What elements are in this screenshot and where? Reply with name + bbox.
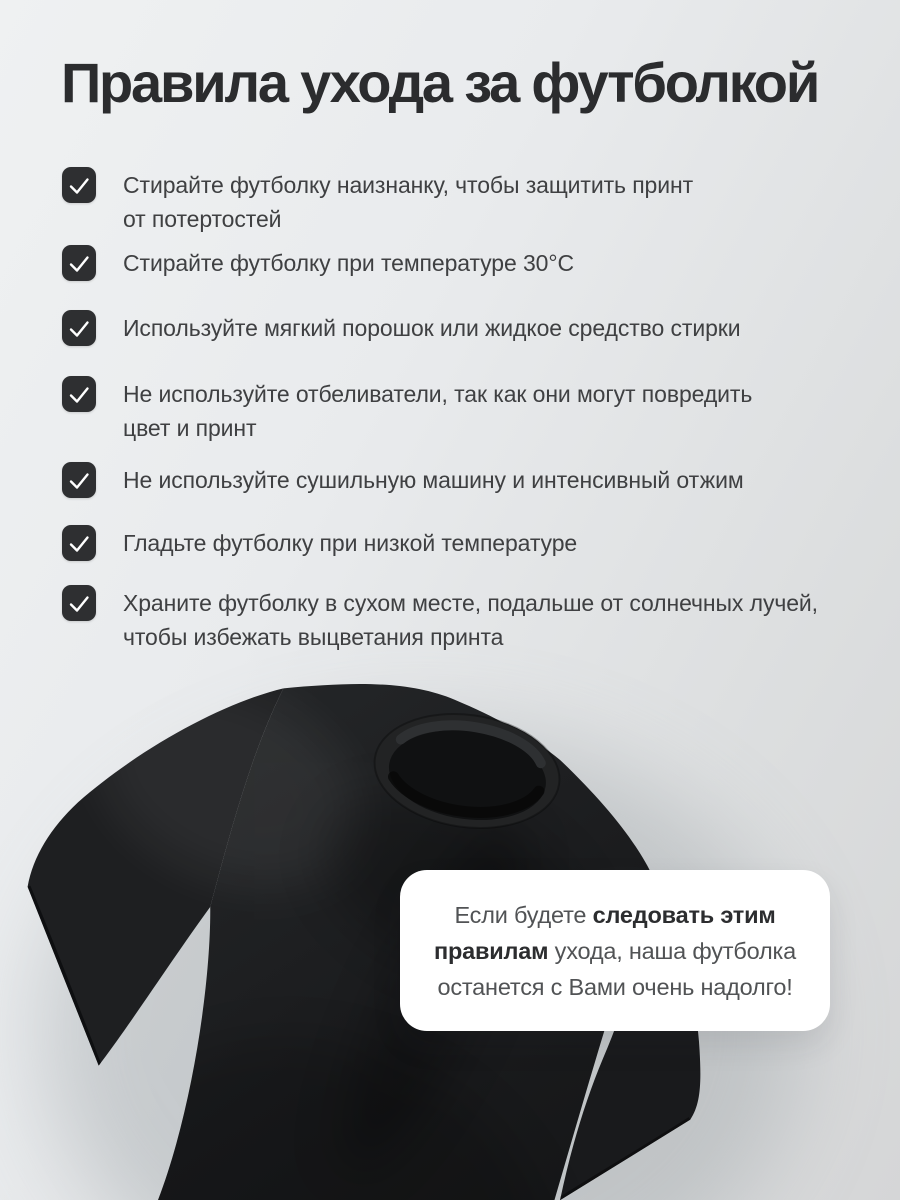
care-item-text [123, 310, 741, 345]
note-text-bold: правилам [434, 937, 549, 964]
care-item-text [123, 376, 752, 445]
care-item-text [123, 245, 574, 280]
care-item [62, 585, 818, 654]
care-item-line: Стирайте футболку наизнанку, чтобы защитить принт [123, 172, 694, 198]
care-item [62, 525, 577, 561]
note-card-line [400, 969, 830, 1005]
note-card [400, 870, 830, 1031]
checkbox-checkmark-icon [62, 245, 96, 281]
note-card-line [400, 897, 830, 933]
care-item-text [123, 462, 744, 497]
checkbox-checkmark-icon [62, 167, 96, 203]
care-item-line: Храните футболку в сухом месте, подальше от солнечных лучей, [123, 590, 818, 616]
checkbox-checkmark-icon [62, 462, 96, 498]
note-text: Если будете [454, 901, 593, 928]
care-item-text [123, 585, 818, 654]
checkbox-checkmark-icon [62, 525, 96, 561]
care-item-line: Гладьте футболку при низкой температуре [123, 530, 578, 556]
page-title: Правила ухода за футболкой [61, 51, 819, 114]
checkbox-checkmark-icon [62, 310, 96, 346]
care-item-line: цвет и принт [123, 415, 257, 441]
care-item [62, 245, 574, 281]
note-text: ухода, наша футболка [548, 937, 796, 964]
care-item-line: Стирайте футболку при температуре 30°C [123, 250, 574, 276]
care-item [62, 462, 744, 498]
note-text: останется с Вами очень надолго! [437, 973, 793, 1000]
care-item [62, 167, 693, 236]
care-item-line: от потертостей [123, 206, 282, 232]
care-item-line: Используйте мягкий порошок или жидкое средство стирки [123, 315, 741, 341]
care-item-text [123, 167, 693, 236]
care-item-line: Не используйте сушильную машину и интенсивный отжим [123, 467, 744, 493]
care-item-text [123, 525, 577, 560]
care-item [62, 310, 741, 346]
care-item-line: Не используйте отбеливатели, так как они могут повредить [123, 381, 753, 407]
checkbox-checkmark-icon [62, 376, 96, 412]
care-item [62, 376, 752, 445]
checkbox-checkmark-icon [62, 585, 96, 621]
note-card-line [400, 933, 830, 969]
care-item-line: чтобы избежать выцветания принта [123, 624, 504, 650]
note-text-bold: следовать этим [592, 901, 776, 928]
